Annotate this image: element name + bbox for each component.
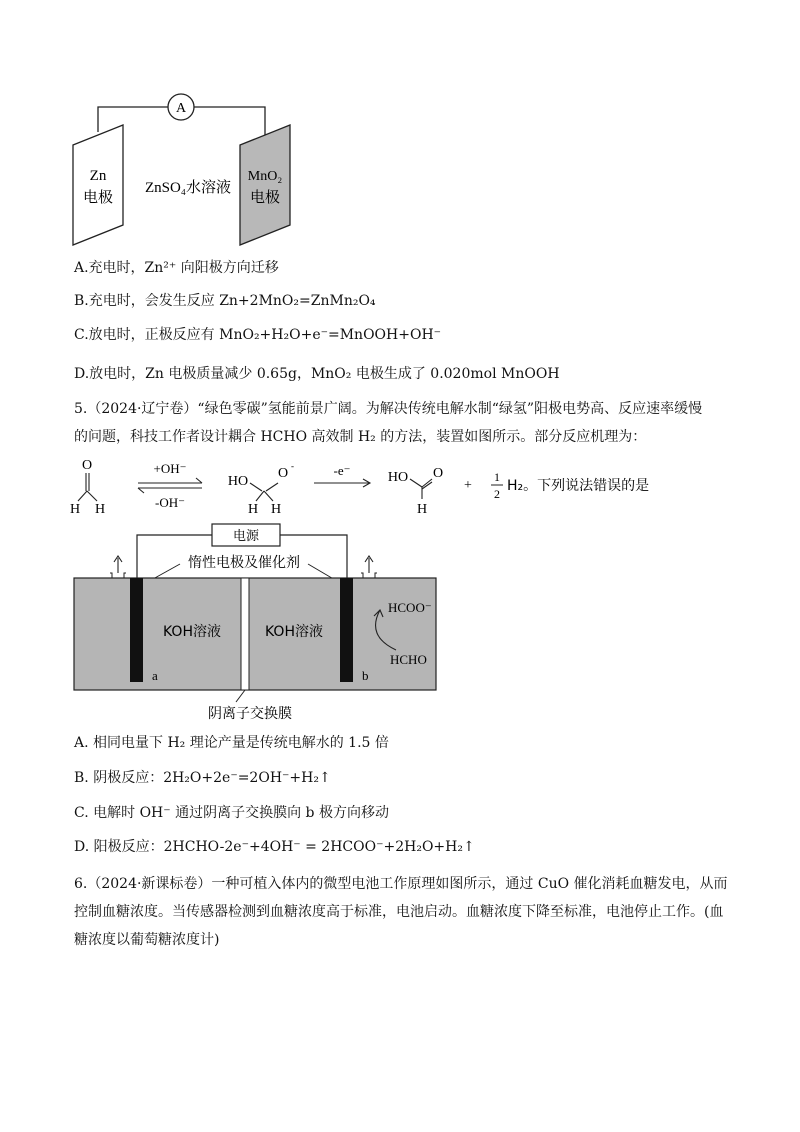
mno2-electrode-label-2: 电极: [249, 188, 281, 206]
mno2-electrode: [240, 125, 290, 245]
q5-option-b: B. 阴极反应：2H₂O+2e⁻=2OH⁻+H₂↑: [74, 770, 331, 786]
q5-option-a: A. 相同电量下 H₂ 理论产量是传统电解水的 1.5 倍: [74, 735, 389, 751]
svg-text:H: H: [94, 502, 106, 517]
arrow2-label: -e⁻: [333, 463, 351, 478]
product-label: HCOO⁻: [388, 600, 432, 615]
q6-stem: 6.（2024·新课标卷）一种可植入体内的微型电池工作原理如图所示，通过 CuO 催化消耗血糖发电，从而控制血糖浓度。当传感器检测到血糖浓度高于标准，电池启动。血糖浓度下降至标准，电池停止工作。(血糖浓度以葡萄糖浓度计): [74, 876, 728, 948]
svg-text:H: H: [69, 502, 81, 517]
h2-and-question: H₂。下列说法错误的是: [507, 478, 650, 494]
membrane-label: 阴离子交换膜: [208, 706, 292, 722]
svg-text:H: H: [270, 502, 282, 517]
solution-label: ZnSO₄水溶液: [144, 180, 232, 196]
reactant-label: HCHO: [390, 652, 427, 667]
ammeter-label: A: [175, 101, 187, 116]
q5-stem-line-1: 5.（2024·辽宁卷）“绿色零碳”氢能前景广阔。为解决传统电解水制“绿氢”阳极电势高、反应速率缓慢: [74, 401, 703, 417]
electrode-catalyst-label: 惰性电极及催化剂: [188, 555, 300, 571]
gas-outlet-left-icon: [110, 556, 126, 578]
arrow1-top-label: +OH⁻: [153, 461, 187, 476]
electrolysis-cell-diagram: [60, 518, 450, 723]
power-source-label: 电源: [232, 529, 260, 544]
svg-text:HO: HO: [387, 470, 409, 485]
q5-stem-line-2: 的问题，科技工作者设计耦合 HCHO 高效制 H₂ 的方法，装置如图所示。部分反应机理为：: [74, 429, 647, 445]
intermediate-structure: [228, 461, 294, 517]
cell-tank: [74, 578, 436, 690]
anion-exchange-membrane: [241, 578, 249, 690]
plus-sign: +: [464, 478, 472, 493]
formaldehyde-structure: [70, 458, 105, 517]
svg-text:H: H: [416, 502, 428, 517]
zn-mno2-cell-diagram: [60, 90, 320, 255]
electrode-a-label: a: [152, 668, 158, 683]
q4-option-b: B.充电时，会发生反应 Zn+2MnO₂=ZnMn₂O₄: [74, 293, 376, 309]
arrow1-bottom-label: -OH⁻: [155, 495, 185, 510]
svg-text:O: O: [277, 466, 289, 481]
q4-option-c: C.放电时，正极反应有 MnO₂+H₂O+e⁻=MnOOH+OH⁻: [74, 327, 442, 343]
svg-text:H: H: [247, 502, 259, 517]
q4-option-d: D.放电时，Zn 电极质量减少 0.65g，MnO₂ 电极生成了 0.020mol MnOOH: [74, 366, 560, 382]
fraction-denominator: 2: [494, 487, 500, 501]
svg-text:O: O: [432, 466, 444, 481]
electrode-b: [340, 578, 353, 682]
svg-text:-: -: [291, 461, 294, 471]
fraction-numerator: 1: [494, 470, 500, 484]
q4-option-a: A.充电时，Zn²⁺ 向阳极方向迁移: [74, 260, 279, 276]
zn-electrode: [73, 125, 123, 245]
electrode-a: [130, 578, 143, 682]
q5-option-d: D. 阳极反应：2HCHO-2e⁻+4OH⁻ = 2HCOO⁻+2H₂O+H₂↑: [74, 839, 475, 855]
zn-electrode-label-1: Zn: [89, 168, 107, 184]
electrode-b-label: b: [362, 668, 369, 683]
zn-electrode-label-2: 电极: [82, 188, 114, 206]
q5-option-c: C. 电解时 OH⁻ 通过阴离子交换膜向 b 极方向移动: [74, 805, 389, 821]
reaction-mechanism: [60, 455, 720, 517]
left-solution-label: KOH溶液: [163, 624, 221, 640]
right-solution-label: KOH溶液: [265, 624, 323, 640]
mno2-electrode-label-1: MnO₂: [247, 169, 283, 184]
formic-acid-structure: [388, 466, 443, 517]
svg-text:HO: HO: [227, 474, 249, 489]
svg-text:O: O: [81, 458, 93, 473]
gas-outlet-right-icon: [361, 556, 377, 578]
